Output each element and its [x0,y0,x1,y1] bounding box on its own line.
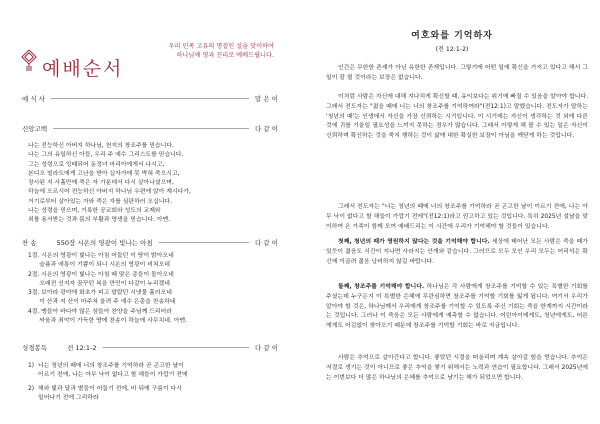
order-leader: 다 같 이 [255,344,278,352]
order-label: 예 식 사 [22,95,45,103]
hymn-line: 4절. 맹들아 바다야 많은 섬들아 찬양을 주님께 드리어라 [28,308,172,315]
verse-line: 해와 빛과 달과 별들이 어둡기 전에, 비 뒤에 구름이 다시 [38,385,182,392]
hymn-lyrics [28,252,278,326]
verse-line: 너는 청년의 때에 너의 창조주를 기억하라 곧 곤고한 날이 [38,363,184,369]
verse-line: 일어나기 전에 그리하라 [38,394,99,401]
paragraph-lead: 첫째, 청년의 때가 영원하지 않다는 것을 기억해야 합니다. [338,239,490,245]
hymn-line: 3절. 보아라 광야에 화초가 피고 말랐던 시냇물 흘러오네 [28,290,172,297]
paragraph-lead: 둘째, 창조주를 기억해야 합니다. [338,284,425,290]
paragraph-text: 이처럼 사람은 자신에 대해 지나치게 확신할 때, 유익보다는 위기에 빠질 수 있음을 알아야 합니다. 그래서 전도자는 "젊을 때에 너는 너의 창조주를 기억하여라"(전12:1)고 말했습니다. 전도자가 말하는 '청년의 때'는 인생에서 자신을 가장 신뢰하는 시기입니다. 이 시기에는 자신이 생각하는 것 외에 다른 것에 귀를 기울일 필요성을 느끼지 못하는 경우가 많습니다. 그래서 이렇게 해 볼 수 있는 일은 자신이 신뢰하며 확신하는 것을 죽지 행하는 것이 삶에 대한 확실한 보장이 아님을 깨닫게 하는 것입니다. [326,94,589,140]
order-row-creed [22,124,278,133]
creed-line: 하늘에 오르시어 전능하신 아버지 하나님 우편에 앉아 계시다가, [28,189,191,196]
scripture-ref: 전 12:1-2 [67,344,97,352]
divider [159,242,249,243]
order-leader: 다 같 이 [255,125,278,133]
order-label: 성경봉독 [22,344,48,352]
apostles-creed [28,142,278,226]
sermon-paragraph [326,64,588,84]
divider [51,98,249,99]
creed-line: 그는 성령으로 잉태되어 동정녀 마리아에게서 나시고, [28,161,165,168]
creed-line: 죄를 용서받는 것과 몸의 부활과 영생을 믿습니다. 아멘. [28,217,171,224]
motto-line-2: 하나님께 영과 진리로 예배드립니다. [176,52,274,59]
order-label: 신앙고백 [22,125,48,133]
paragraph-text: 인간은 무한한 존재가 아닌 유한한 존재입니다. 그렇기에 어떤 일에 확신을 가지고 있다고 해서 그 일이 잘 될 것이라는 보장은 없습니다. [326,65,588,81]
creed-line: 나는 성령을 믿으며, 거룩한 공교회와 성도의 교제와 [28,208,161,215]
order-row-scripture [22,343,278,352]
page-title: 예배순서 [42,58,124,80]
paragraph-text: 세상에 태어난 모든 사람은 죽을 때가 있듯이 젊음도 시간이 지나면 사라지는 안개와 같습니다. 그러므로 모두 모인 우리 모두는 어리석은 확신에 이끌려 젊음 낭비하지 않길 바랍니다. [326,239,588,265]
hymn-line: 1절. 시온의 영광이 빛나는 아침 어둡던 이 땅이 밝아오네 [28,253,174,259]
sermon-reference: (전 12:1-2) [435,46,469,53]
scripture-text [28,362,278,407]
order-label: 찬 송 [22,239,37,247]
hymn-line: 슬픔과 애통이 기쁨이 되니 시온의 영광이 비쳐오네 [28,262,170,269]
hymn-line: 이 산과 저 산이 마주쳐 울려 주 예수 은총을 찬송하네 [28,299,176,306]
sermon-paragraph [326,283,588,332]
sermon-paragraph [326,238,588,267]
divider [53,128,249,129]
header-motto [169,42,274,60]
verse-number: 1) [28,363,35,369]
hymn-line: 싸움과 죄악이 가득한 땅에 찬송이 하늘에 사무치네. 아멘. [28,318,187,325]
creed-line: 나는 전능하신 아버지 하나님, 천지의 창조주를 믿습니다. [28,143,174,149]
order-row-opening [22,94,278,103]
hymn-line: 오래전 선지자 꿈꾸던 복을 만민이 다같이 누리겠네 [28,280,170,287]
hymn-title: 550장 시온의 영광이 빛나는 아침 [56,239,153,247]
order-leader: 다 같 이 [255,239,278,247]
order-of-service-panel [0,0,296,424]
paragraph-text: 그래서 전도자는 "너는 청년의 때에 너의 창조주를 기억하라 곧 곤고한 날이 이르기 전에, 나는 아무 낙이 없다고 할 해들이 가깝기 전에"(전12:1)라고 권고하고 있는 것입니다. 특히 2025년 설날을 맞이하여 온 가족이 함께 모여 예배드리는 이 시간에 우리가 기억해야 할 것들이 있습니다. [326,204,588,230]
verse-number: 2) [28,385,35,392]
sermon-paragraph [326,203,588,232]
paragraph-text: 사람은 추억으로 살아간다고 합니다. 좋았던 시절을 떠올리며 계속 살아갈 힘을 얻습니다. 추억은 저절로 생기는 것이 아니므로 좋은 추억을 쌓기 위해서는 노력과 연습이 필요합니다. 그래서 2025년에는 이번보다 더 많은 하나님의 은혜를 추억으로 남기는 해가 되었으면 합니다. [326,355,588,381]
motto-line-1: 우리 민족 고유의 명절인 설을 맞이하여 [168,43,274,50]
hymn-line: 2절. 시온의 영광이 빛나는 아침 때 맞은 종들이 돌아오네 [28,271,174,278]
verse-line: 이르기 전에, 나는 아무 낙이 없다고 할 해들이 가깝기 전에 [38,372,188,379]
paragraph-text: 하나님은 각 사람에게 창조주를 기억할 수 있는 특별한 기회를 주셨는데 누구든지 이 특별한 은혜에 무관심하면 창조주를 기억할 기회를 잃게 됩니다. 여기서 우리가 알아야 할 것은, 하나님께서 우리에게 창조주를 기억할 수 있도록 주신 기회는 죽을 한계까지 시간이라는 것입니다. 그러나 이 죽음은 모든 사람에게 예측할 수 없습니다. 어린아이에게도, 청년에게도, 어른에게도 어김없이 찾아오기 때문에 창조주를 기억할 기회는 바로 지금입니다. [326,284,588,330]
knot-ornament-icon [18,50,40,72]
sermon-panel [304,0,600,424]
sermon-paragraph [326,93,588,142]
divider [103,347,249,348]
creed-line: 장사된 지 사흘만에 죽은 자 가운데서 다시 살아나셨으며, [28,180,174,187]
creed-line: 본디오 빌라도에게 고난을 받아 십자가에 못 박혀 죽으시고, [28,170,180,177]
verse [28,362,278,381]
verse [28,385,278,404]
order-row-hymn [22,238,278,247]
creed-line: 나는 그의 유일하신 아들, 우리 주 예수 그리스도를 믿습니다. [28,152,184,159]
order-leader: 말 은 이 [255,95,278,103]
sermon-title: 여호와를 기억하자 [411,31,493,41]
creed-line: 거기로부터 살아있는 자와 죽은 자를 심판하러 오십니다. [28,198,172,205]
sermon-paragraph [326,354,588,383]
